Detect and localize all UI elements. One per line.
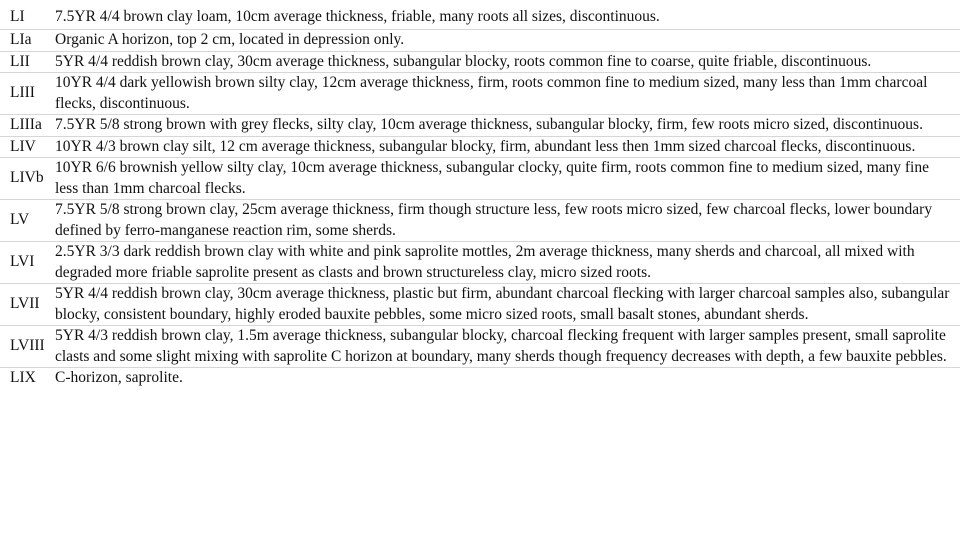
layer-code: LIII xyxy=(10,84,35,102)
layer-description: 10YR 4/3 brown clay silt, 12 cm average thickness, subangular blocky, firm, abundant less then 1mm sized charcoal flecks, discontinuous. xyxy=(55,137,916,155)
table-row xyxy=(0,73,960,115)
table-row xyxy=(0,51,960,73)
table-row xyxy=(0,115,960,137)
layer-description: C-horizon, saprolite. xyxy=(55,369,183,386)
stratigraphy-table-body xyxy=(0,6,960,389)
layer-code: LVIII xyxy=(10,337,45,355)
layer-code: LVII xyxy=(10,295,40,313)
table-row xyxy=(0,200,960,242)
table-row xyxy=(0,368,960,389)
table-row xyxy=(0,30,960,52)
table-row xyxy=(0,6,960,30)
layer-description: 5YR 4/3 reddish brown clay, 1.5m average thickness, subangular blocky, charcoal flecking frequent with larger samples present, small saprolite clasts and some slight mixing with saprolite C horizon at boundary, many sherds though frequency decreases with depth, a few bauxite pebbles. xyxy=(55,327,947,365)
table-row xyxy=(0,136,960,158)
layer-code: LVI xyxy=(10,253,35,271)
layer-description: 10YR 4/4 dark yellowish brown silty clay, 12cm average thickness, firm, roots common fine to medium sized, many less than 1mm charcoal flecks, discontinuous. xyxy=(55,74,928,112)
layer-description: 5YR 4/4 reddish brown clay, 30cm average thickness, subangular blocky, roots common fine to coarse, quite friable, discontinuous. xyxy=(55,52,872,70)
layer-code: LV xyxy=(10,211,30,229)
layer-code: LIIIa xyxy=(10,116,42,133)
table-row xyxy=(0,242,960,284)
layer-code: LII xyxy=(10,52,30,70)
layer-description: 7.5YR 5/8 strong brown clay, 25cm average thickness, firm though structure less, few roots micro sized, few charcoal flecks, lower boundary defined by ferro-manganese reaction rim, some sherds. xyxy=(55,201,933,239)
layer-description: 2.5YR 3/3 dark reddish brown clay with white and pink saprolite mottles, 2m average thickness, many sherds and charcoal, all mixed with degraded more friable saprolite present as clasts and brown structureless clay, micro sized roots. xyxy=(55,243,915,281)
layer-description: 5YR 4/4 reddish brown clay, 30cm average thickness, plastic but firm, abundant charcoal flecking with larger charcoal samples also, subangular blocky, consistent boundary, highly eroded bauxite pebbles, some micro sized roots, small basalt stones, abundant sherds. xyxy=(55,285,950,323)
layer-description: 7.5YR 5/8 strong brown with grey flecks, silty clay, 10cm average thickness, subangular blocky, firm, few roots micro sized, discontinuous. xyxy=(55,116,923,133)
layer-description: Organic A horizon, top 2 cm, located in depression only. xyxy=(55,31,405,48)
layer-code: LIX xyxy=(10,369,36,386)
layer-description: 10YR 6/6 brownish yellow silty clay, 10cm average thickness, subangular clocky, quite firm, roots common fine to medium sized, many fine less than 1mm charcoal flecks. xyxy=(55,159,929,197)
table-row xyxy=(0,284,960,326)
layer-code: LIVb xyxy=(10,169,44,187)
layer-code: LI xyxy=(10,8,25,26)
layer-code: LIV xyxy=(10,137,36,155)
table-row xyxy=(0,326,960,368)
layer-code: LIa xyxy=(10,31,32,48)
stratigraphy-table xyxy=(0,6,960,389)
table-row xyxy=(0,158,960,200)
layer-description: 7.5YR 4/4 brown clay loam, 10cm average thickness, friable, many roots all sizes, discontinuous. xyxy=(55,8,660,26)
